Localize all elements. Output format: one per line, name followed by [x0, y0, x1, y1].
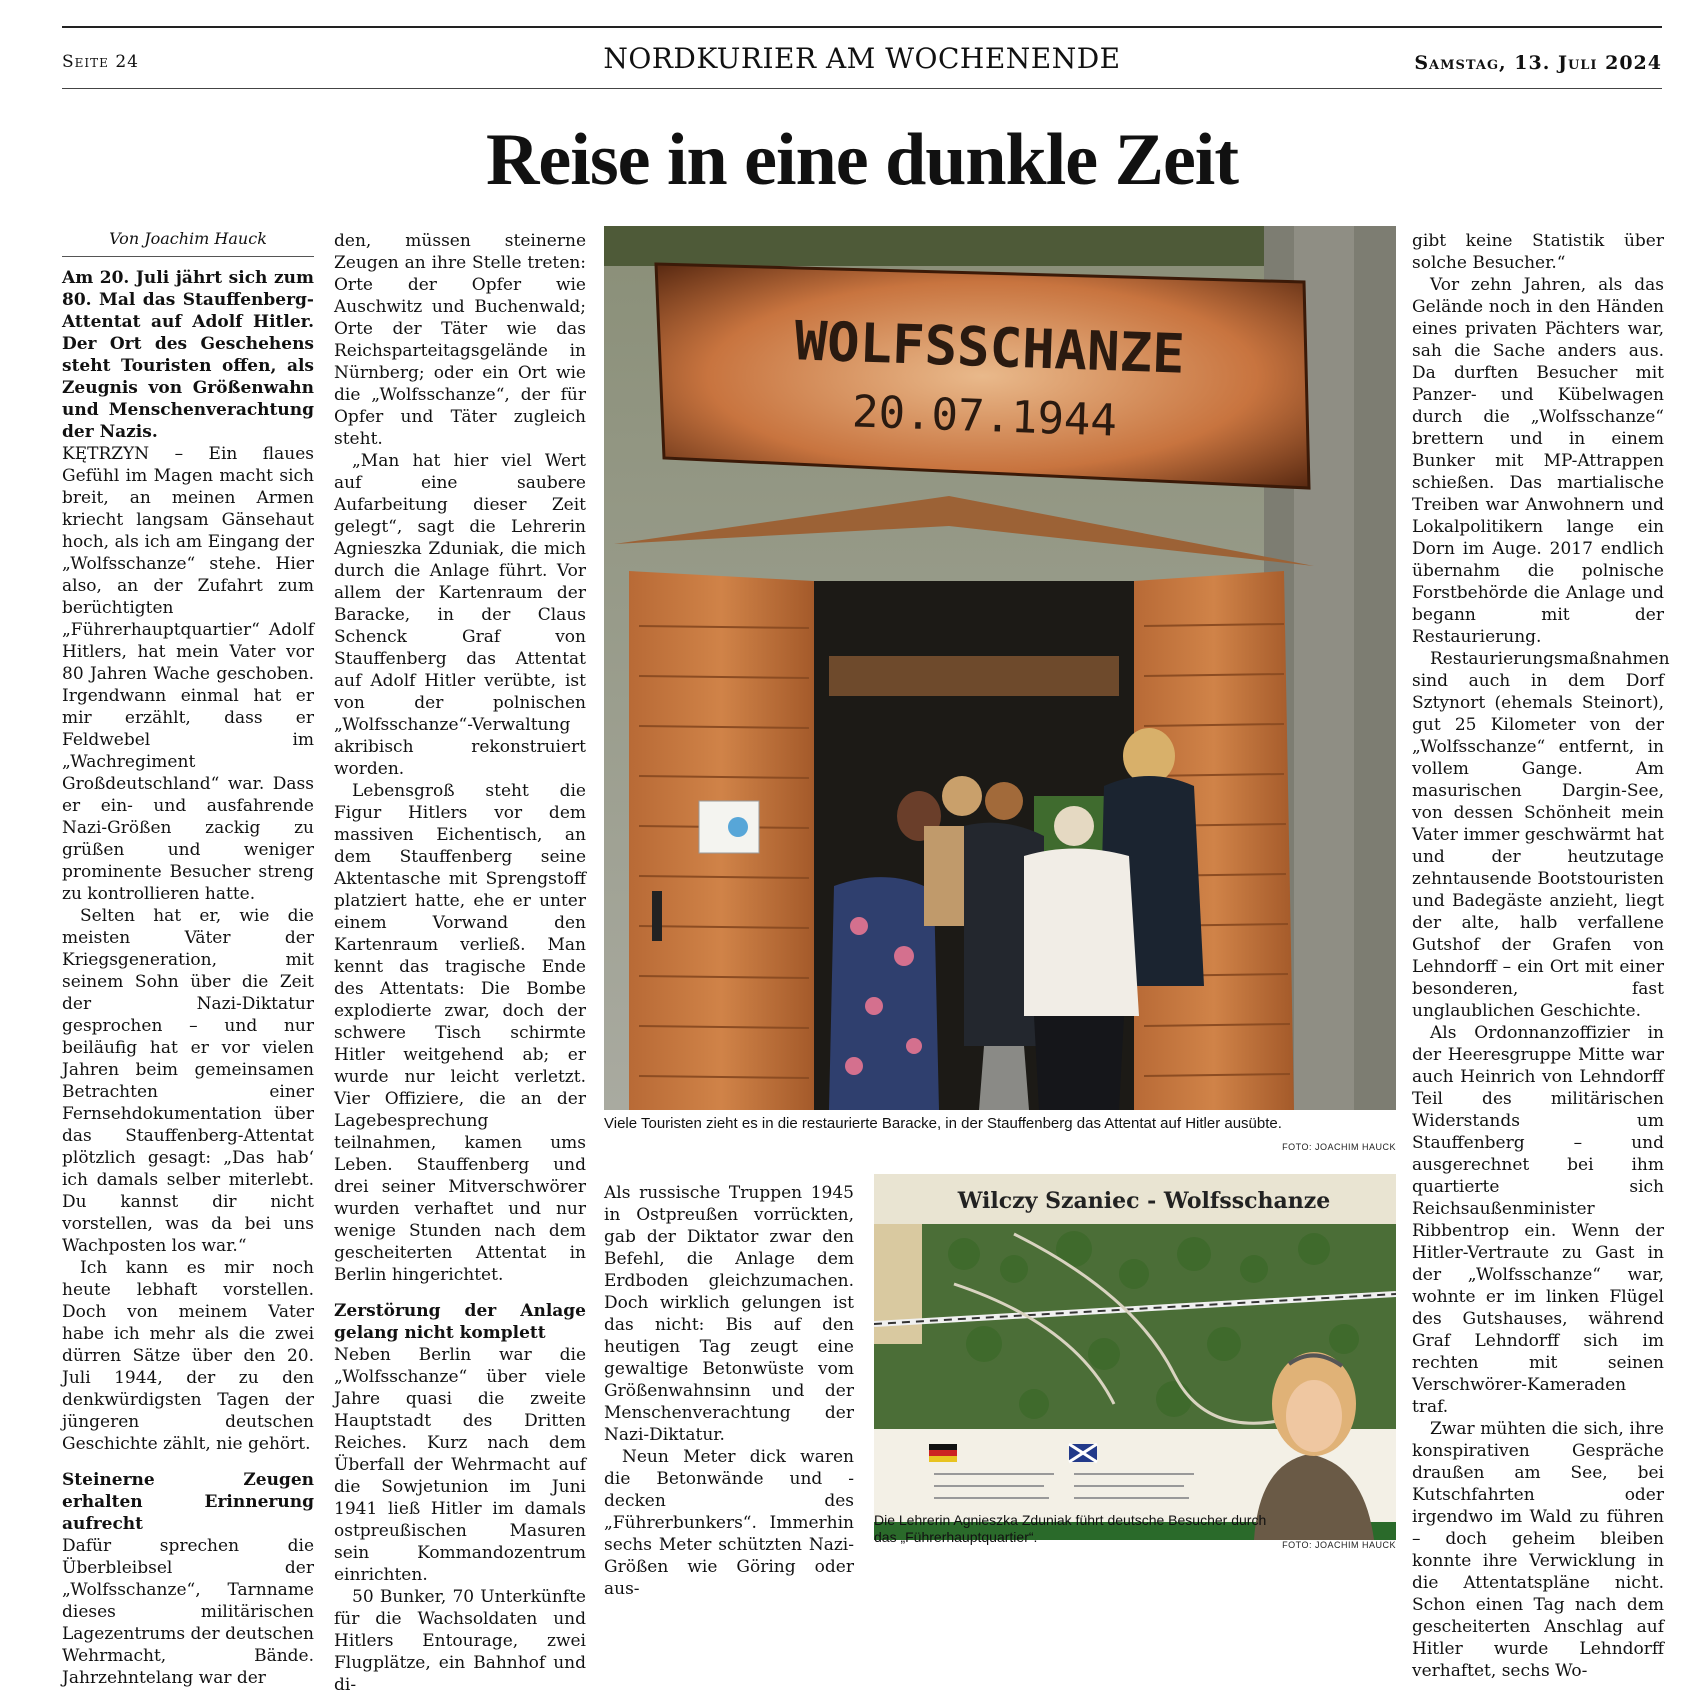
subheading: Steinerne Zeugen erhalten Erinnerung aufrecht: [62, 1470, 314, 1534]
article-column-1: [62, 228, 314, 1689]
paragraph: Als russische Truppen 1945 in Ostpreußen vorrückten, gab der Diktator zwar den Befehl, die Anlage dem Erdboden gleichzumachen. Doch wirklich gelungen ist das nicht: Bis auf den heutigen Tag zeugt eine gewaltige Betonwüste vom Größenwahnsinn und der Menschenverachtung der Nazi-Diktatur.: [604, 1183, 854, 1445]
top-rule: [62, 26, 1662, 28]
article-column-3: [604, 1182, 854, 1600]
map-board-photo: [874, 1174, 1396, 1540]
header-rule: [62, 88, 1662, 89]
paragraph: „Man hat hier viel Wert auf eine saubere Aufarbeitung dieser Zeit gelegt“, sagt die Lehrerin Agnieszka Zduniak, die mich durch die Anlage führt. Vor allem der Kartenraum der Baracke, in der Claus Schenck Graf von Stauffenberg das Attentat auf Adolf Hitler verübte, ist von der polnischen „Wolfsschanze“-Verwaltung akribisch rekonstruiert worden.: [334, 451, 586, 779]
paragraph: gibt keine Statistik über solche Besucher.“: [1412, 231, 1664, 273]
publication-name: NORDKURIER AM WOCHENENDE: [603, 42, 1121, 75]
map-photo-credit: FOTO: JOACHIM HAUCK: [1282, 1540, 1396, 1550]
paragraph: den, müssen steinerne Zeugen an ihre Stelle treten: Orte der Opfer wie Auschwitz und Buchenwald; Orte der Täter wie das Reichsparteitagsgelände in Nürnberg; oder ein Ort wie die „Wolfsschanze“, der für Opfer und Täter zugleich steht.: [334, 231, 586, 449]
paragraph: Selten hat er, wie die meisten Väter der Kriegsgeneration, mit seinem Sohn über die Zeit der Nazi-Diktatur gesprochen – und nur beiläufig hat er vor vielen Jahren beim gemeinsamen Betrachten einer Fernsehdokumentation über das Stauffenberg-Attentat plötzlich gesagt: „Das hab‘ ich damals selber miterlebt. Du kannst dir nicht vorstellen, was da bei uns Wachposten los war.“: [62, 906, 314, 1256]
paragraph: Neben Berlin war die „Wolfsschanze“ über viele Jahre quasi die zweite Hauptstadt des Dritten Reiches. Kurz nach dem Überfall der Wehrmacht auf die Sowjetunion im Juni 1941 ließ Hitler im damals ostpreußischen Masuren sein Kommandozentrum einrichten.: [334, 1345, 586, 1585]
paragraph: KĘTRZYN – Ein flaues Gefühl im Magen macht sich breit, an meinen Armen kriecht langsam Gänsehaut hoch, als ich am Eingang der „Wolfsschanze“ stehe. Hier also, an der Zufahrt zum berüchtigten „Führerhauptquartier“ Adolf Hitlers, hat mein Vater vor 80 Jahren Wache geschoben. Irgendwann einmal hat er mir erzählt, dass er Feldwebel im „Wachregiment Großdeutschland“ war. Dass er ein- und ausfahrende Nazi-Größen zackig zu grüßen und weniger prominente Besucher streng zu kontrollieren hatte.: [62, 444, 314, 904]
paragraph: Als Ordonnanzoffizier in der Heeresgruppe Mitte war auch Heinrich von Lehndorff Teil des militärischen Widerstands um Stauffenberg – und ausgerechnet bei ihm quartierte sich Reichsaußenminister Ribbentrop ein. Wenn der Hitler-Vertraute zu Gast in der „Wolfsschanze“ war, wohnte er im linken Flügel des Gutshauses, während Graf Lehndorff sich im rechten mit seinen Verschwörer-Kameraden traf.: [1412, 1023, 1664, 1417]
entrance-photo: [604, 226, 1396, 1110]
paragraph: Dafür sprechen die Überbleibsel der „Wolfsschanze“, Tarnname dieses militärischen Lagezentrums der deutschen Wehrmacht, Bände. Jahrzehntelang war der: [62, 1536, 314, 1688]
article-column-4: [1412, 230, 1670, 1682]
byline: Von Joachim Hauck: [62, 228, 314, 257]
photo-credit: FOTO: JOACHIM HAUCK: [1282, 1142, 1396, 1152]
lead-paragraph: Am 20. Juli jährt sich zum 80. Mal das Stauffenberg-Attentat auf Adolf Hitler. Der Ort des Geschehens steht Touristen offen, als Zeugnis von Größenwahn und Menschenverachtung der Nazis.: [62, 268, 314, 442]
entrance-photo-illustration: [604, 226, 1396, 1110]
paragraph: Neun Meter dick waren die Betonwände und -decken des „Führerbunkers“. Immerhin sechs Meter schützten Nazi-Größen wie Göring oder aus-: [604, 1447, 854, 1599]
article-column-2: [334, 230, 586, 1696]
paragraph: Ich kann es mir noch heute lebhaft vorstellen. Doch von meinem Vater habe ich mehr als die zwei dürren Sätze über den 20. Juli 1944, der zu den denkwürdigsten Tagen der jüngeren deutschen Geschichte zählt, nie gehört.: [62, 1258, 314, 1454]
article-headline: Reise in eine dunkle Zeit: [485, 119, 1239, 201]
paragraph: Lebensgroß steht die Figur Hitlers vor dem massiven Eichentisch, an dem Stauffenberg seine Aktentasche mit Sprengstoff platziert hatte, ehe er unter einem Vorwand den Kartenraum verließ. Man kennt das tragische Ende des Attentats: Die Bombe explodierte zwar, doch der schwere Tisch schirmte Hitler weitgehend ab; er wurde nur leicht verletzt. Vier Offiziere, die an der Lagebesprechung teilnahmen, kamen ums Leben. Stauffenberg und drei seiner Mitverschwörer wurden verhaftet und nur wenige Stunden nach dem gescheiterten Attentat in Berlin hingerichtet.: [334, 781, 586, 1285]
sign-text-name: WOLFSSCHANZE: [793, 309, 1186, 386]
sign-text-date: 20.07.1944: [851, 386, 1118, 447]
page-header: [62, 40, 1662, 76]
paragraph: Vor zehn Jahren, als das Gelände noch in den Händen eines privaten Pächters war, sah die Sache anders aus. Da durften Besucher mit Panzer- und Kübelwagen durch die „Wolfsschanze“ brettern und in einem Bunker mit MP-Attrappen schießen. Das martialische Treiben war Anwohnern und Lokalpolitikern lange ein Dorn im Auge. 2017 endlich übernahm die polnische Forstbehörde die Anlage und begann mit der Restaurierung.: [1412, 275, 1664, 647]
map-photo-caption: Die Lehrerin Agnieszka Zduniak führt deutsche Besucher durch das „Führerhauptquartier“.: [874, 1512, 1267, 1545]
paragraph: Zwar mühten die sich, ihre konspirativen Gespräche draußen am See, bei Kutschfahrten oder irgendwo im Wald zu führen – doch geheim bleiben konnte ihre Verwicklung in die Attentatspläne nicht. Schon einen Tag nach dem gescheiterten Anschlag auf Hitler wurde Lehndorff verhaftet, sechs Wo-: [1412, 1419, 1664, 1681]
issue-date: Samstag, 13. Juli 2024: [1414, 52, 1662, 74]
map-board-illustration: [874, 1174, 1396, 1540]
subheading: Zerstörung der Anlage gelang nicht komplett: [334, 1301, 586, 1343]
paragraph: Restaurierungsmaßnahmen sind auch in dem Dorf Sztynort (ehemals Steinort), gut 25 Kilometer von der „Wolfsschanze“ entfernt, in vollem Gange. Am masurischen Dargin-See, von dessen Schönheit mein Vater immer geschwärmt hat und der heutzutage zehntausende Bootstouristen und Badegäste anzieht, liegt der alte, halb verfallene Gutshof der Grafen von Lehndorff – ein Ort mit einer besonderen, fast unglaublichen Geschichte.: [1412, 649, 1670, 1021]
photo-caption: Viele Touristen zieht es in die restaurierte Baracke, in der Stauffenberg das Attentat auf Hitler ausübte.: [604, 1115, 1282, 1132]
paragraph: 50 Bunker, 70 Unterkünfte für die Wachsoldaten und Hitlers Entourage, zwei Flugplätze, ein Bahnhof und di-: [334, 1587, 586, 1695]
page-number: Seite 24: [62, 52, 139, 72]
board-title: Wilczy Szaniec - Wolfsschanze: [957, 1188, 1331, 1214]
